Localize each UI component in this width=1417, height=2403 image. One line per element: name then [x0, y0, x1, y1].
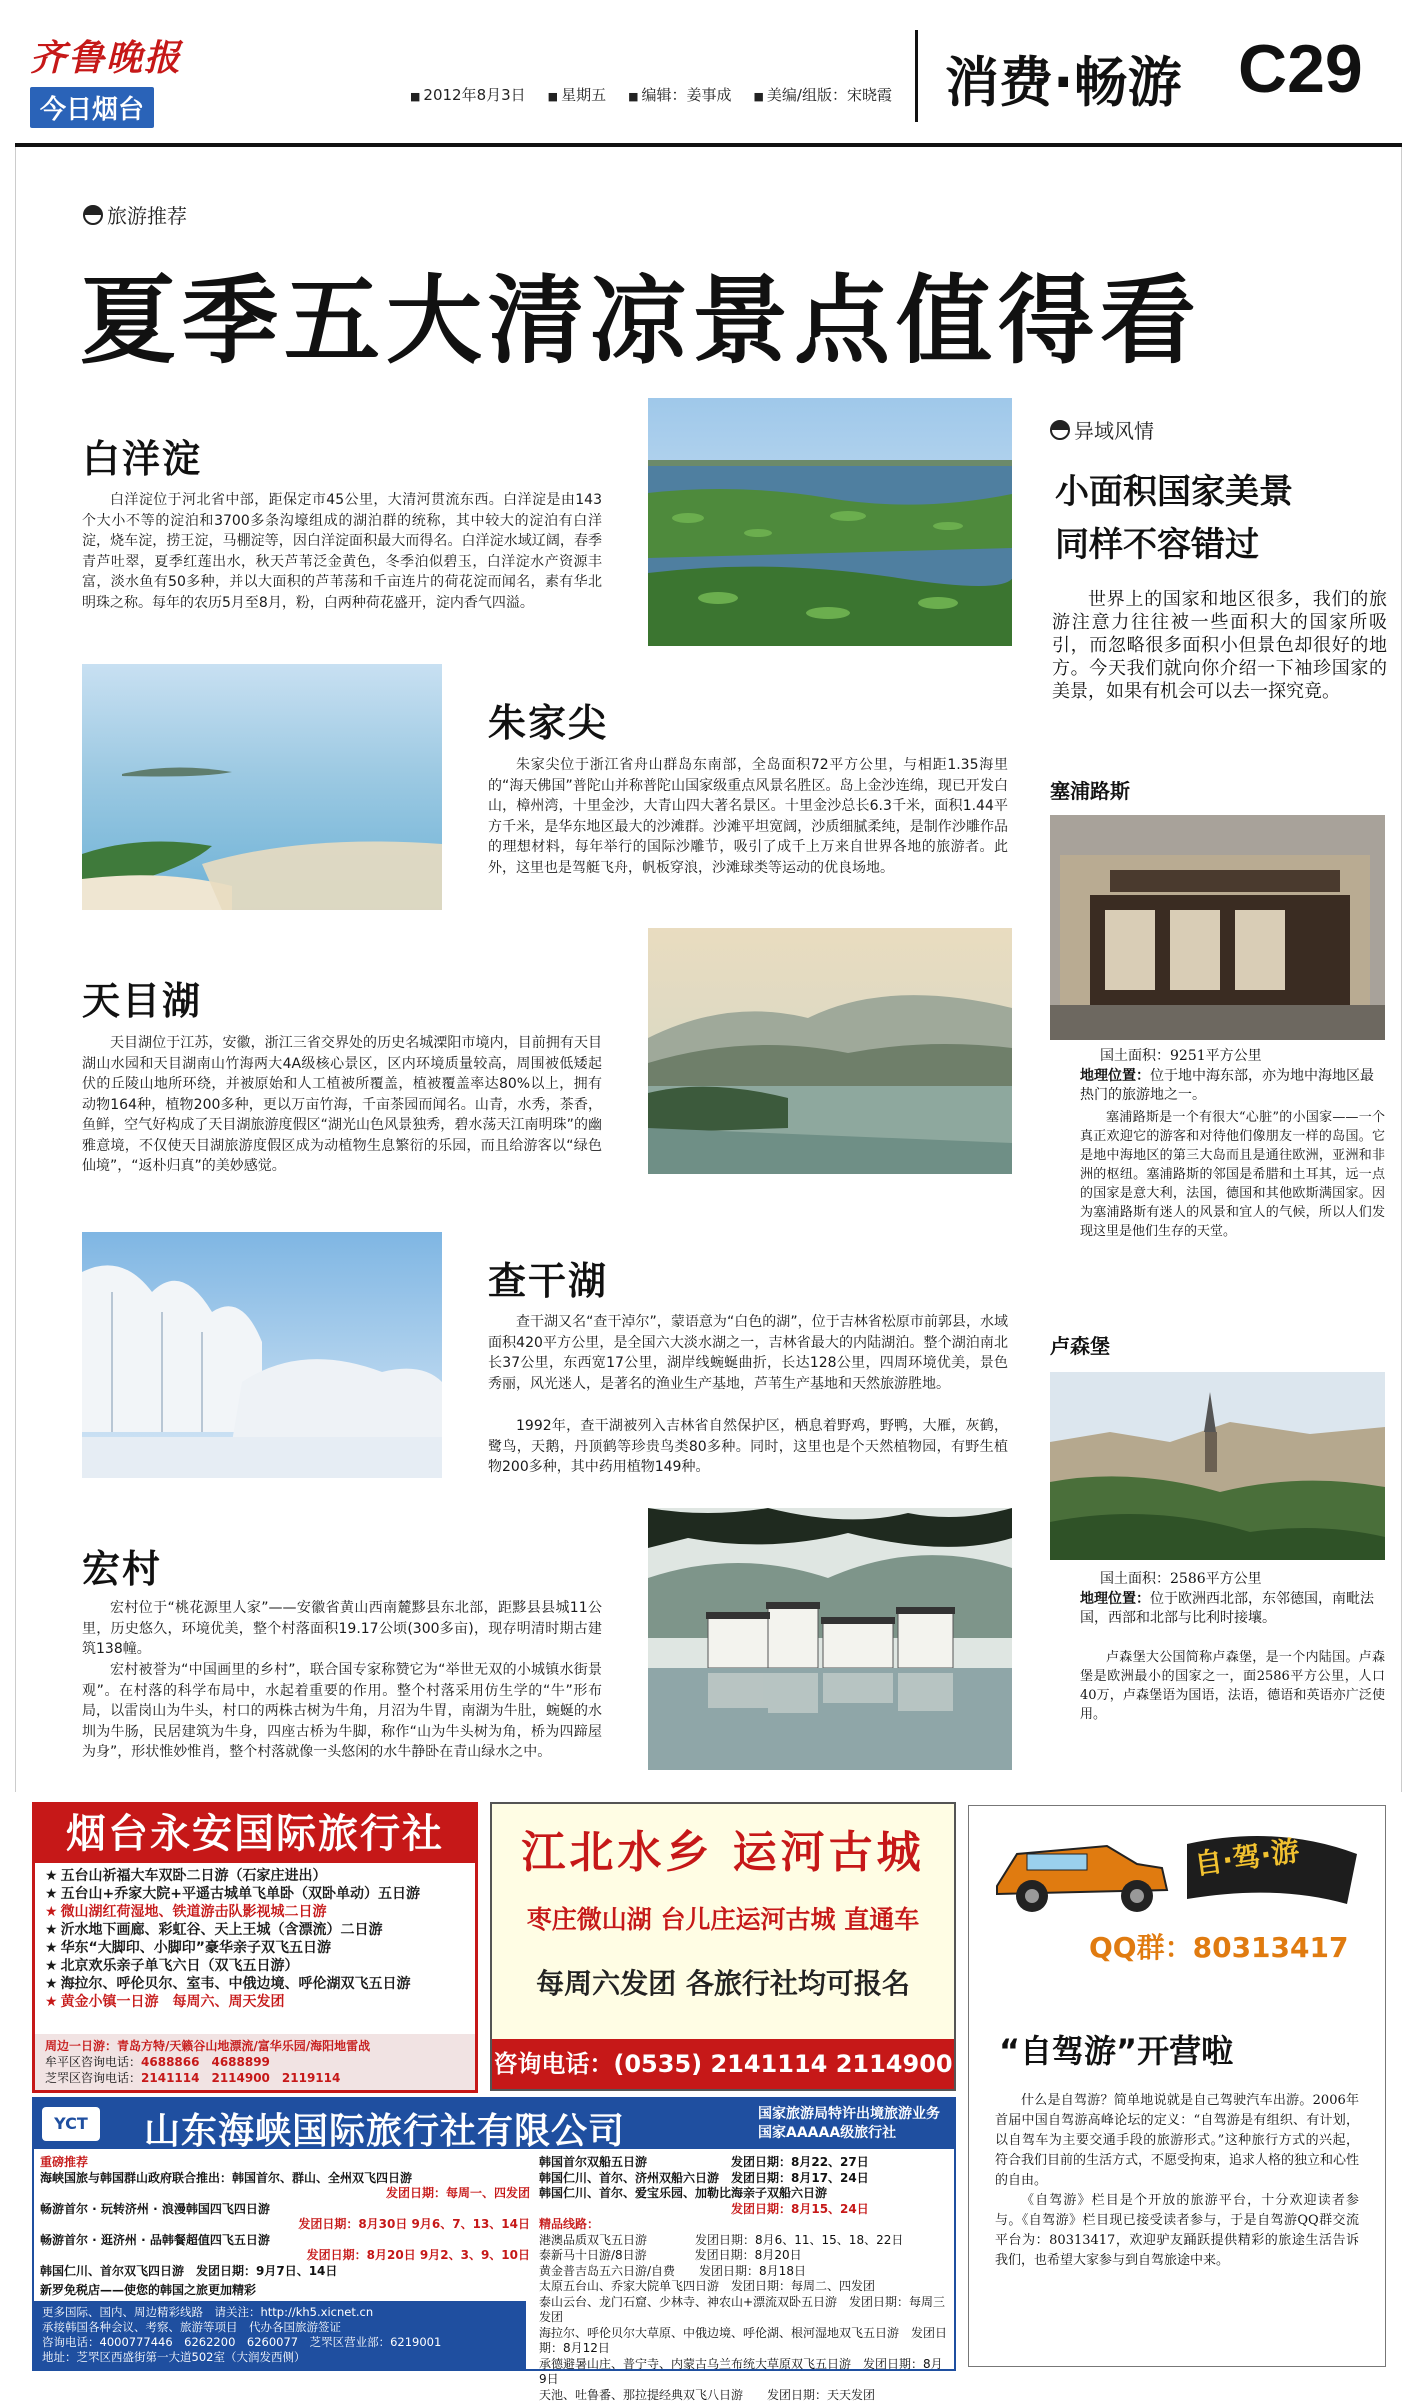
ad3-right-line: 天池、吐鲁番、那拉提经典双飞八日游 发团日期：天天发团: [539, 2388, 949, 2403]
ad3-left-line: 海峡国旅与韩国群山政府联合推出：韩国首尔、群山、全州双飞四日游: [40, 2171, 530, 2187]
designer-credit: ■ 美编/组版：宋晓霞: [754, 86, 892, 104]
ad3-right-line: 精品线路：: [539, 2217, 949, 2233]
newspaper-logo: 齐鲁晚报: [30, 30, 260, 81]
ad1-tel2-label: 芝罘区咨询电话：: [45, 2071, 141, 2085]
ad3-left-line: 畅游首尔 · 玩转济州 · 浪漫韩国四飞四日游: [40, 2202, 530, 2218]
spot-text-zhujiajian: 朱家尖位于浙江省舟山群岛东南部，全岛面积72平方公里，与相距1.35海里的“海天佛国”普陀山并称普陀山国家级重点风景名胜区。岛上金沙连绵，现已开发白山，樟州湾，十里金沙，大青山四大著名景区。十里金沙总长6.3千米，面积1.44平方千米，是华东地区最大的沙滩群。沙滩平坦宽阔，沙质细腻柔纯，是制作沙雕作品的理想材料，每年举行的国际沙雕节，吸引了成千上万来自世界各地的旅游者。此外，这里也是驾艇飞舟，帆板穿浪，沙滩球类等运动的优良场地。: [488, 755, 1008, 878]
luxembourg-location: [1080, 1590, 1385, 1628]
ad3-header: [34, 2099, 954, 2149]
ad1-title: 烟台永安国际旅行社: [35, 1805, 475, 1863]
cyprus-area: [1100, 1047, 1385, 1066]
ad3-logo: YCT: [42, 2107, 100, 2141]
ad3-left-line: 发团日期：8月20日 9月2、3、9、10日: [40, 2248, 530, 2264]
photo-tianmuhu: [648, 928, 1012, 1174]
sidebar-column-label: 异域风情: [1050, 415, 1154, 444]
ad1-contact: [35, 2034, 475, 2090]
ad3-left-line: 韩国仁川、首尔双飞四日游 发团日期：9月7日、14日: [40, 2264, 530, 2280]
ad1-tel1: 4688866 4688899: [141, 2055, 270, 2069]
cyprus-loc-value: 位于地中海东部，亦为地中海地区最热门的旅游地之一。: [1080, 1068, 1374, 1103]
masthead: [30, 30, 260, 130]
ad1-weekly: 周边一日游：青岛方特/天籁谷山地漂流/富华乐园/海阳地雷战: [45, 2038, 465, 2054]
issue-weekday: ■ 星期五: [548, 86, 606, 104]
ad3-right-line: 韩国仁川、首尔、爱宝乐园、加勒比海亲子双船六日游: [539, 2186, 949, 2202]
self-drive-badge: 自·驾·游: [1192, 1829, 1302, 1883]
ad2-schedule: 每周六发团 各旅行社均可报名: [492, 1962, 954, 2002]
cyprus-area-value: 9251平方公里: [1170, 1048, 1262, 1064]
section-title: 消费·畅游: [945, 40, 1182, 117]
self-drive-column: [968, 1805, 1386, 2367]
luxembourg-area-value: 2586平方公里: [1170, 1571, 1262, 1587]
ad1-route: ★ 五台山祈福大车双卧二日游（石家庄进出）: [45, 1867, 465, 1885]
ad3-left-line: 发团日期：每周一、四发团: [40, 2186, 530, 2202]
self-drive-p1: 什么是自驾游？简单地说就是自己驾驶汽车出游。2006年首届中国自驾游高峰论坛的定义：“自驾游是有组织、有计划，以自驾车为主要交通手段的旅游形式。”这种旅行方式的兴起，符合我们目前的生活方式，不愿受拘束，追求人格的独立和心性的自由。: [995, 2091, 1359, 2191]
cyprus-text: 塞浦路斯是一个有很大“心脏”的小国家——一个真正欢迎它的游客和对待他们像朋友一样的岛国。它是地中海地区的第三大岛而且是通往欧洲，亚洲和非洲的枢纽。塞浦路斯的邻国是希腊和土耳其，远一点的国家是意大利，法国，德国和其他欧斯满国家。因为塞浦路斯有迷人的风景和宜人的气候，所以人们发现这里是他们生存的天堂。: [1080, 1108, 1385, 1241]
ad3-shilla: 新罗免税店——使您的韩国之旅更加精彩: [40, 2283, 530, 2299]
spot-title-baiyangdian: 白洋淀: [82, 428, 202, 483]
ad3-foot-line: 咨询电话：4000777446 6262200 6260077 芝罘区营业部：6219001: [42, 2335, 518, 2350]
ad1-route: ★ 微山湖红荷湿地、铁道游击队影视城二日游: [45, 1903, 465, 1921]
ad3-right-line: 韩国首尔双船五日游 发团日期：8月22、27日: [539, 2155, 949, 2171]
ad2-phone: 咨询电话：(0535) 2141114 2114900: [492, 2039, 954, 2089]
sidebar-title-line2: 同样不容错过: [1055, 519, 1259, 571]
ad1-route: ★ 海拉尔、呼伦贝尔、室韦、中俄边境、呼伦湖双飞五日游: [45, 1975, 465, 1993]
luxembourg-heading: 卢森堡: [1050, 1330, 1110, 1359]
ad3-foot-line: 地址：芝罘区西盛街第一大道502室（大润发西侧）: [42, 2350, 518, 2365]
luxembourg-area-label: 国土面积：: [1100, 1571, 1170, 1587]
ad2-subtitle: 枣庄微山湖 台儿庄运河古城 直通车: [492, 1900, 954, 1936]
header-divider: [915, 30, 918, 122]
spot-title-zhujiajian: 朱家尖: [488, 692, 608, 747]
ad3-footer: [34, 2301, 526, 2369]
photo-baiyangdian: [648, 398, 1012, 646]
ad3-right-line: 海拉尔、呼伦贝尔大草原、中俄边境、呼伦湖、根河湿地双飞五日游 发团日期：8月12日: [539, 2326, 949, 2357]
ad3-tags: [758, 2105, 940, 2143]
sidebar-title-line1: 小面积国家美景: [1055, 466, 1293, 518]
cyprus-area-label: 国土面积：: [1100, 1048, 1170, 1064]
self-drive-text: [995, 2091, 1359, 2271]
photo-luxembourg: [1050, 1372, 1385, 1560]
cyprus-loc-label: 地理位置：: [1080, 1068, 1150, 1084]
self-drive-title: “自驾游”开营啦: [999, 2026, 1233, 2072]
issue-meta: [410, 84, 914, 105]
ad3-foot-line: 更多国际、国内、周边精彩线路 请关注：http://kh5.xicnet.cn: [42, 2305, 518, 2320]
spot-text-hongcun: 宏村位于“桃花源里人家”——安徽省黄山西南麓黟县东北部，距黟县县城11公里，历史悠久，环境优美，整个村落面积19.17公顷(300多亩)，现存明清时期古建筑138幢。: [82, 1598, 602, 1660]
ad3-left-line: 畅游首尔 · 逛济州 · 品韩餐超值四飞五日游: [40, 2233, 530, 2249]
ad3-left-line: 发团日期：8月30日 9月6、7、13、14日: [40, 2217, 530, 2233]
ad3-tag2: 国家AAAAA级旅行社: [758, 2124, 940, 2143]
ad1-route-list: [35, 1863, 475, 2015]
ad3-right-line: 泰山云台、龙门石窟、少林寺、神农山+漂流双卧五日游 发团日期：每周三发团: [539, 2295, 949, 2326]
ad3-left-line: 重磅推荐: [40, 2155, 530, 2171]
main-headline: 夏季五大清凉景点值得看: [80, 245, 1202, 382]
ad3-right-line: 泰新马十日游/8日游 发团日期：8月20日: [539, 2248, 949, 2264]
photo-zhujiajian: [82, 664, 442, 910]
ad3-left-list: [40, 2155, 530, 2299]
spot-text2-hongcun: 宏村被誉为“中国画里的乡村”，联合国专家称赞它为“举世无双的小城镇水街景观”。在村落的科学布局中，水起着重要的作用。整个村落采用仿生学的“牛”形布局，以雷岗山为牛头，村口的两株古树为牛角，月沼为牛胃，南湖为牛肚，蜿蜒的水圳为牛肠，民居建筑为牛身，四座古桥为牛脚，称作“山为牛头树为角，桥为四蹄屋为身”，形状惟妙惟肖，整个村落就像一头悠闲的水牛静卧在青山绿水之中。: [82, 1660, 602, 1763]
cyprus-heading: 塞浦路斯: [1050, 775, 1130, 804]
ad3-right-line: 黄金普吉岛五六日游/自费 发团日期：8月18日: [539, 2264, 949, 2280]
self-drive-p2: 《自驾游》栏目是个开放的旅游平台，十分欢迎读者参与。《自驾游》栏目现已接受读者参与，于是自驾游QQ群交流平台为：80313417，欢迎驴友踊跃提供精彩的旅途生活告诉我们，也希望大家参与到自驾旅途中来。: [995, 2191, 1359, 2271]
ad3-right-line: 韩国仁川、首尔、济州双船六日游 发团日期：8月17、24日: [539, 2171, 949, 2187]
ad3-right-line: 承德避暑山庄、普宁寺、内蒙古乌兰布统大草原双飞五日游 发团日期：8月9日: [539, 2357, 949, 2388]
spot-text2-chaganhu: 1992年，查干湖被列入吉林省自然保护区，栖息着野鸡，野鸭，大雁，灰鹤，鹭鸟，天鹅，丹顶鹤等珍贵鸟类80多种。同时，这里也是个天然植物园，有野生植物200多种，其中药用植物149种。: [488, 1416, 1008, 1478]
ad1-tel2: 2141114 2114900 2119114: [141, 2071, 340, 2085]
ad1-route: ★ 沂水地下画廊、彩虹谷、天上王城（含漂流）二日游: [45, 1921, 465, 1939]
self-drive-qq: QQ群：80313417: [1089, 1926, 1348, 1966]
spot-title-chaganhu: 查干湖: [488, 1250, 608, 1305]
ad3-right-line: 发团日期：8月15、24日: [539, 2202, 949, 2218]
ad3-right-list: [539, 2155, 949, 2403]
jeep-icon: [987, 1824, 1367, 1924]
ad3-tag1: 国家旅游局特许出境旅游业务: [758, 2105, 940, 2124]
ad1-route: ★ 黄金小镇一日游 每周六、周天发团: [45, 1993, 465, 2011]
photo-hongcun: [648, 1508, 1012, 1770]
photo-chaganhu: [82, 1232, 442, 1478]
ad1-route: ★ 华东“大脚印、小脚印”豪华亲子双飞五日游: [45, 1939, 465, 1957]
ad2-slogan: 江北水乡 运河古城: [492, 1816, 954, 1880]
photo-cyprus: [1050, 815, 1385, 1040]
luxembourg-loc-label: 地理位置：: [1080, 1591, 1150, 1607]
editor-credit: ■ 编辑：姜事成: [628, 86, 731, 104]
ad3-foot-line: 承接韩国各种会议、考察、旅游等项目 代办各国旅游签证: [42, 2320, 518, 2335]
ad-yongan-travel[interactable]: [32, 1802, 478, 2093]
ad3-company-name: 山东海峡国际旅行社有限公司: [144, 2103, 625, 2154]
ad1-route: ★ 五台山+乔家大院+平遥古城单飞单卧（双卧单动）五日游: [45, 1885, 465, 1903]
ad-haixia-travel[interactable]: [32, 2097, 956, 2371]
spot-text-baiyangdian: 白洋淀位于河北省中部，距保定市45公里，大清河贯流东西。白洋淀是由143个大小不等的淀泊和3700多条沟壕组成的湖泊群的统称，其中较大的淀泊有白洋淀，烧车淀，捞王淀，马棚淀等，因白洋淀面积最大而得名。白洋淀水域辽阔，春季青芦吐翠，夏季红莲出水，秋天芦苇泛金黄色，冬季泊似碧玉，白洋淀水产资源丰富，淡水鱼有50多种，并以大面积的芦苇荡和千亩连片的荷花淀而闻名，素有华北明珠之称。每年的农历5月至8月，粉，白两种荷花盛开，淀内香气四溢。: [82, 490, 602, 613]
page-number: C29: [1238, 30, 1363, 108]
spot-title-tianmuhu: 天目湖: [82, 970, 202, 1025]
ad-canal-town[interactable]: [490, 1802, 956, 2091]
spot-text-tianmuhu: 天目湖位于江苏，安徽，浙江三省交界处的历史名城溧阳市境内，目前拥有天目湖山水园和天目湖南山竹海两大4A级核心景区，区内环境质量较高，周围被低矮起伏的丘陵山地所环绕，并被原始和人工植被所覆盖，植被覆盖率达80%以上，拥有动物164种，植物200多种，更以万亩竹海，千亩茶园而闻名。山青，水秀，茶香，鱼鲜，空气好构成了天目湖旅游度假区“湖光山色风景独秀，碧水荡天江南明珠”的幽雅意境，不仅使天目湖旅游度假区成为动植物生息繁衍的乐园，而且给游客以“绿色仙境”，“返朴归真”的美妙感觉。: [82, 1033, 602, 1177]
luxembourg-loc-value: 位于欧洲西北部，东邻德国，南毗法国，西部和北部与比利时接壤。: [1080, 1591, 1374, 1626]
spot-text-chaganhu: 查干湖又名“查干淖尔”，蒙语意为“白色的湖”，位于吉林省松原市前郭县，水域面积420平方公里，是全国六大淡水湖之一，吉林省最大的内陆湖泊。整个湖泊南北长37公里，东西宽17公里，湖岸线蜿蜒曲折，长达128公里，四周环境优美，景色秀丽，风光迷人，是著名的渔业生产基地，芦苇生产基地和天然旅游胜地。: [488, 1312, 1008, 1394]
ad1-route: ★ 北京欢乐亲子单飞六日（双飞五日游）: [45, 1957, 465, 1975]
sidebar-intro: 世界上的国家和地区很多，我们的旅游注意力往往被一些面积大的国家所吸引，而忽略很多面积小但景色却很好的地方。今天我们就向你介绍一下袖珍国家的美景，如果有机会可以去一探究竟。: [1052, 588, 1387, 703]
ad3-right-line: 太原五台山、乔家大院单飞四日游 发团日期：每周二、四发团: [539, 2279, 949, 2295]
luxembourg-area: [1100, 1570, 1385, 1589]
edition-badge: 今日烟台: [30, 87, 154, 128]
luxembourg-text: 卢森堡大公国简称卢森堡，是一个内陆国。卢森堡是欧洲最小的国家之一，面2586平方公里，人口40万，卢森堡语为国语，法语，德语和英语亦广泛使用。: [1080, 1648, 1385, 1724]
spot-title-hongcun: 宏村: [82, 1538, 162, 1593]
column-label: 旅游推荐: [83, 200, 187, 229]
cyprus-location: [1080, 1067, 1385, 1105]
issue-date: ■ 2012年8月3日: [410, 86, 526, 104]
ad3-right-line: 港澳品质双飞五日游 发团日期：8月6、11、15、18、22日: [539, 2233, 949, 2249]
ad1-tel1-label: 牟平区咨询电话：: [45, 2055, 141, 2069]
